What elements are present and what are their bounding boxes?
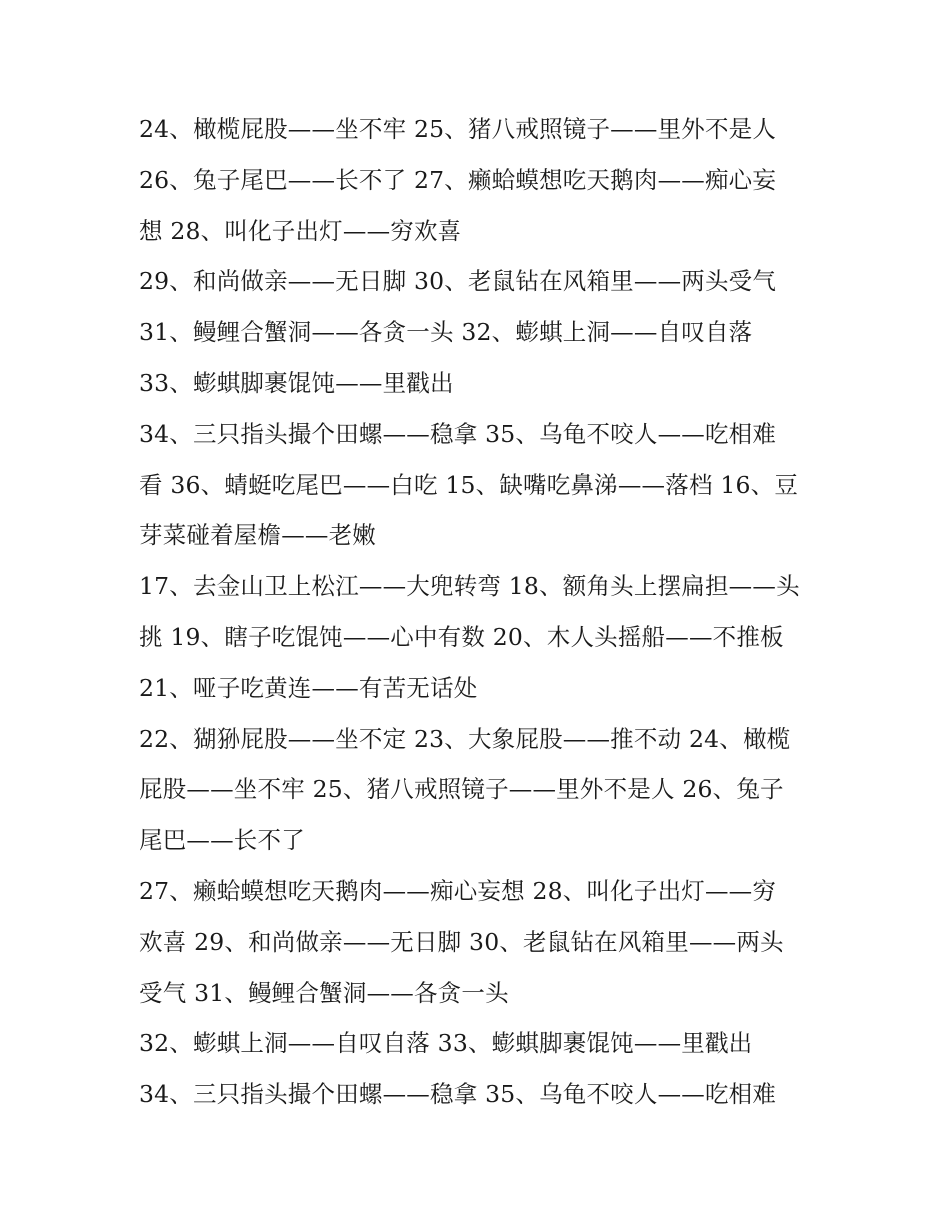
text-line: 34、三只指头撮个田螺——稳拿 35、乌龟不咬人——吃相难 [139,1080,777,1109]
text-line: 31、鳗鲤合蟹洞——各贪一头 32、蟛蜞上洞——自叹自落 [139,318,753,347]
text-line: 看 36、蜻蜓吃尾巴——白吃 15、缺嘴吃鼻涕——落档 16、豆 [139,470,799,499]
text-line: 32、蟛蜞上洞——自叹自落 33、蟛蜞脚裹馄饨——里戳出 [139,1029,753,1058]
text-line: 34、三只指头撮个田螺——稳拿 35、乌龟不咬人——吃相难 [139,419,777,448]
text-line: 芽菜碰着屋檐——老嫩 [139,521,376,550]
text-line: 24、橄榄屁股——坐不牢 25、猪八戒照镜子——里外不是人 [139,115,777,143]
text-body [139,104,839,1120]
text-line: 21、哑子吃黄连——有苦无话处 [139,673,478,702]
text-line: 33、蟛蜞脚裹馄饨——里戳出 [139,368,454,397]
text-line: 欢喜 29、和尚做亲——无日脚 30、老鼠钻在风箱里——两头 [139,927,784,956]
text-line: 挑 19、瞎子吃馄饨——心中有数 20、木人头摇船——不推板 [139,622,784,651]
text-line: 29、和尚做亲——无日脚 30、老鼠钻在风箱里——两头受气 [139,267,777,296]
text-line: 27、癞蛤蟆想吃天鹅肉——痴心妄想 28、叫化子出灯——穷 [139,876,777,905]
text-line: 22、猢狲屁股——坐不定 23、大象屁股——推不动 24、橄榄 [139,724,791,753]
text-line: 尾巴——长不了 [139,826,305,855]
text-line: 屁股——坐不牢 25、猪八戒照镜子——里外不是人 26、兔子 [139,775,784,804]
text-line: 想 28、叫化子出灯——穷欢喜 [139,216,462,245]
text-line: 17、去金山卫上松江——大兜转弯 18、额角头上摆扁担——头 [139,572,800,601]
text-line: 受气 31、鳗鲤合蟹洞——各贪一头 [139,978,509,1007]
text-line: 26、兔子尾巴——长不了 27、癞蛤蟆想吃天鹅肉——痴心妄 [139,165,777,194]
